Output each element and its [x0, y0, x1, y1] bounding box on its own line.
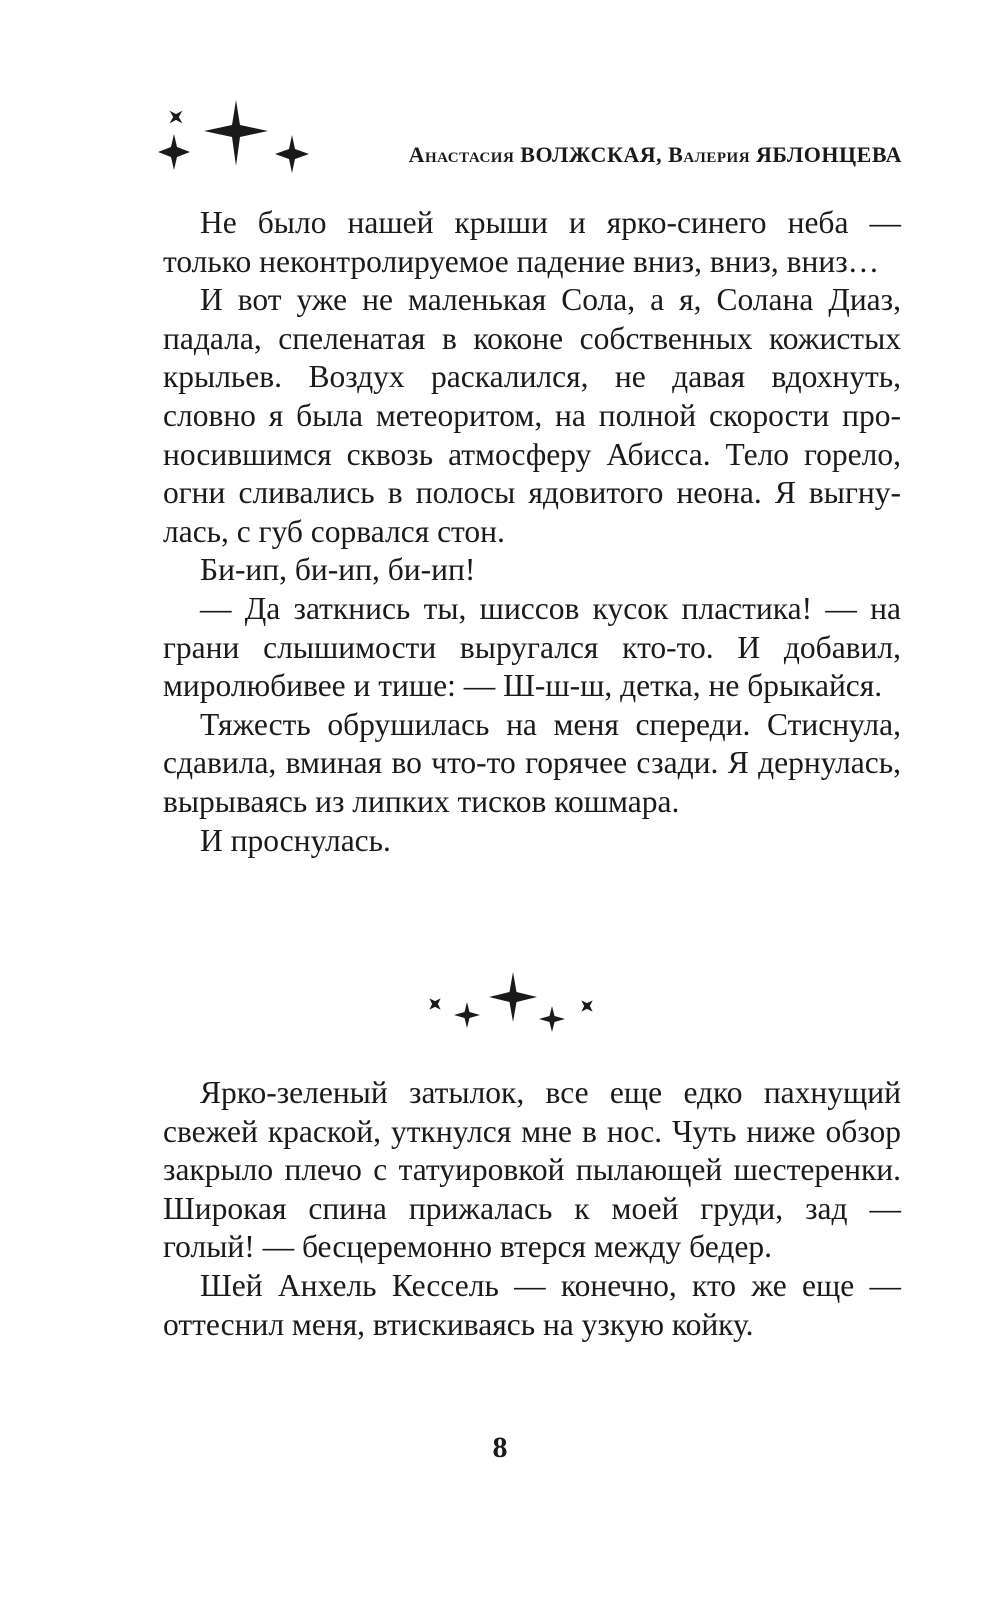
page-number: 8: [492, 1431, 508, 1464]
sparkle-stars-icon: [150, 100, 350, 190]
text-block-bottom: [163, 1074, 901, 1344]
paragraph: И вот уже не маленькая Сола, а я, Солана Диаз, падала, спеленатая в коконе собственных кожистых крыльев. Воздух раскалился, не давая вдохнуть, словно я была метеоритом, на полной скорости проносившимся сквозь атмосферу Абисса. Тело горело, огни сливались в полосы ядовитого неона. Я выгнулась, с губ сорвался стон.: [163, 282, 901, 549]
sparkle-stars-divider-icon: [425, 972, 605, 1052]
book-authors: Анастасия ВОЛЖСКАЯ, Валерия ЯБЛОНЦЕВА: [408, 142, 902, 167]
paragraph: Шей Анхель Кессель — конечно, кто же еще — оттеснил меня, втискиваясь на узкую койку.: [163, 1267, 901, 1342]
paragraph: Би-ип, би-ип, би-ип!: [200, 552, 476, 588]
paragraph: И проснулась.: [200, 822, 391, 858]
paragraph: Ярко-зеленый затылок, все еще едко пахнущий свежей краской, уткнулся мне в нос. Чуть ниже обзор закрыло плечо с татуировкой пылающей шестеренки. Широкая спина прижалась к моей груди, зад — голый! — бесцеремонно втерся между бедер.: [163, 1075, 901, 1265]
paragraph: — Да заткнись ты, шиссов кусок пластика! — на грани слышимости выругался кто-то. И добавил, миролюбивее и тише: — Ш-ш-ш, детка, не брыкайся.: [163, 590, 901, 704]
text-block-top: [163, 204, 901, 860]
page-header: [150, 100, 902, 190]
paragraph: Тяжесть обрушилась на меня спереди. Стиснула, сдавила, вминая во что-то горячее сзади. Я дернулась, вырываясь из липких тисков кошмара.: [163, 706, 901, 819]
paragraph: Не было нашей крыши и ярко-синего неба — только неконтролируемое падение вниз, вниз, вниз…: [163, 205, 901, 279]
